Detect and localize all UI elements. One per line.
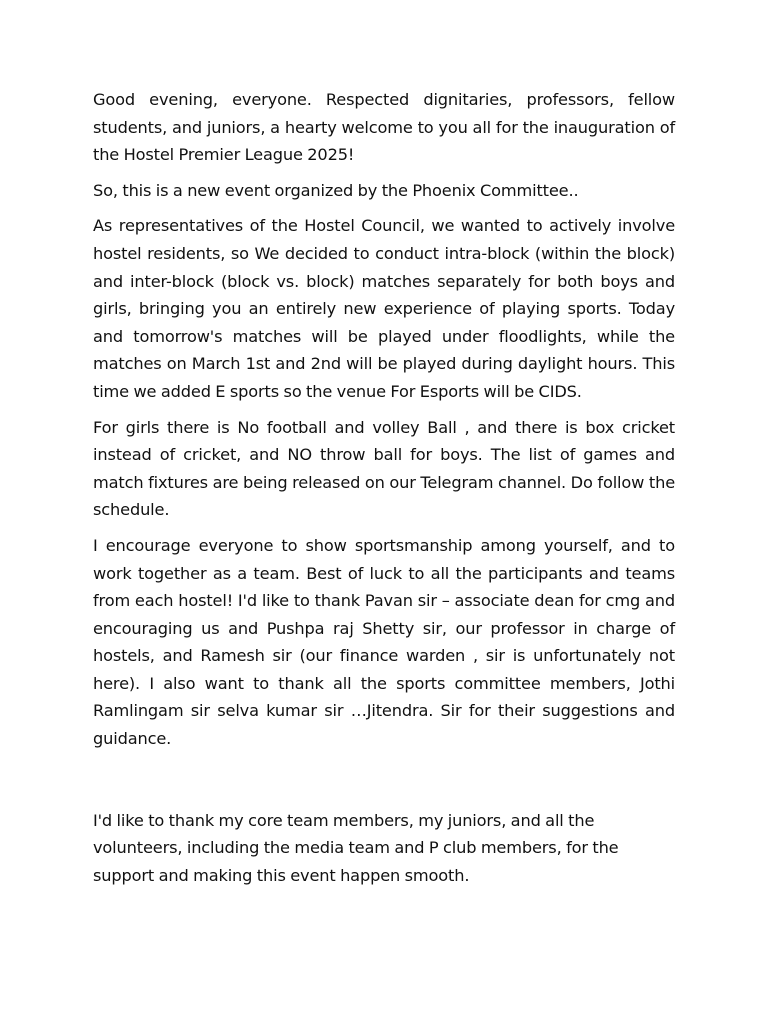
paragraph-welcome: Good evening, everyone. Respected dignitaries, professors, fellow students, and juniors, a hearty welcome to you all for the inauguration of the Hostel Premier League 2025! [93, 90, 675, 165]
paragraph-thanks: I encourage everyone to show sportsmanship among yourself, and to work together as a team. Best of luck to all the participants and teams from each hostel! I'd like to thank Pavan sir – associate dean for cmg and encouraging us and Pushpa raj Shetty sir, our professor in charge of hostels, and Ramesh sir (our finance warden , sir is unfortunately not here). I also want to thank all the sports committee members, Jothi Ramlingam sir selva kumar sir …Jitendra. Sir for their suggestions and guidance. [93, 535, 675, 749]
paragraph-matches: As representatives of the Hostel Council, we wanted to actively involve hostel residents, so We decided to conduct intra-block (within the block) and inter-block (block vs. block) matches separately for both boys and girls, bringing you an entirely new experience of playing sports. Today and tomorrow's matches will be played under floodlights, while the matches on March 1st and 2nd will be played during daylight hours. This time we added E sports so the venue For Esports will be CIDS. [93, 216, 675, 401]
paragraph-event-intro: So, this is a new event organized by the Phoenix Committee.. [93, 180, 579, 200]
speech-document [93, 86, 675, 897]
paragraph-team-thanks: I'd like to thank my core team members, my juniors, and all the volunteers, including the media team and P club members, for the support and making this event happen smooth. [93, 810, 619, 885]
paragraph-rules: For girls there is No football and volley Ball , and there is box cricket instead of cricket, and NO throw ball for boys. The list of games and match fixtures are being released on our Telegram channel. Do follow the schedule. [93, 417, 675, 520]
